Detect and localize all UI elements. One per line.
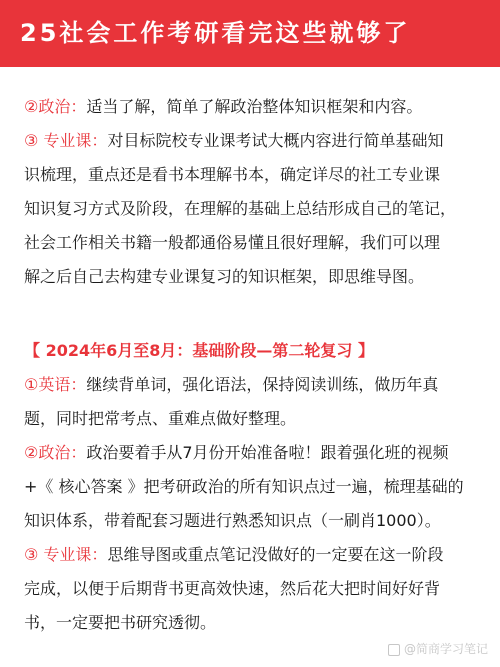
text-line: 识梳理，重点还是看书本理解书本，确定详尽的社工专业课 [24,165,441,184]
major-label: ③ 专业课： [24,131,108,150]
page-title: 25社会工作考研看完这些就够了 [20,19,411,47]
english-paragraph [24,368,480,436]
watermark-icon [388,644,400,656]
english-label: ①英语： [24,375,87,394]
politics-text: 适当了解，简单了解政治整体知识框架和内容。 [86,97,423,116]
text-line: 题，同时把常考点、重难点做好整理。 [24,409,297,428]
major-text: 思维导图或重点笔记没做好的一定要在这一阶段 [107,545,444,564]
text-line: 书，一定要把书研究透彻。 [24,613,217,632]
politics-label: ②政治： [24,443,87,462]
english-text: 继续背单词，强化语法，保持阅读训练，做历年真 [86,375,439,394]
text-line: 知识复习方式及阶段，在理解的基础上总结形成自己的笔记， [24,199,457,218]
text-line: 解之后自己去构建专业课复习的知识框架，即思维导图。 [24,267,425,286]
watermark-text: @简商学习笔记 [403,642,488,656]
title-banner [0,0,500,67]
major-label: ③ 专业课： [24,545,108,564]
politics-label: ②政治： [24,97,87,116]
politics-paragraph-2 [24,436,480,538]
major-paragraph-1 [24,124,480,294]
major-text: 对目标院校专业课考试大概内容进行简单基础知 [107,131,444,150]
stage-heading: 【 2024年6月至8月：基础阶段—第二轮复习 】 [24,341,374,360]
text-line: 完成，以便于后期背书更高效快速，然后花大把时间好好背 [24,579,441,598]
text-line [24,538,480,572]
text-line [24,124,480,158]
politics-text: 政治要着手从7月份开始准备啦！跟着强化班的视频 [86,443,449,462]
text-line: 社会工作相关书籍一般都通俗易懂且很好理解，我们可以理 [24,233,441,252]
text-line [24,90,480,124]
text-line: +《 核心答案 》把考研政治的所有知识点过一遍，梳理基础的 [24,477,464,496]
text-line [24,436,480,470]
major-paragraph-2 [24,538,480,640]
text-line [24,368,480,402]
text-line: 知识体系，带着配套习题进行熟悉知识点（一刷肖1000）。 [24,511,441,530]
politics-paragraph-1 [24,90,480,124]
watermark [388,639,488,659]
